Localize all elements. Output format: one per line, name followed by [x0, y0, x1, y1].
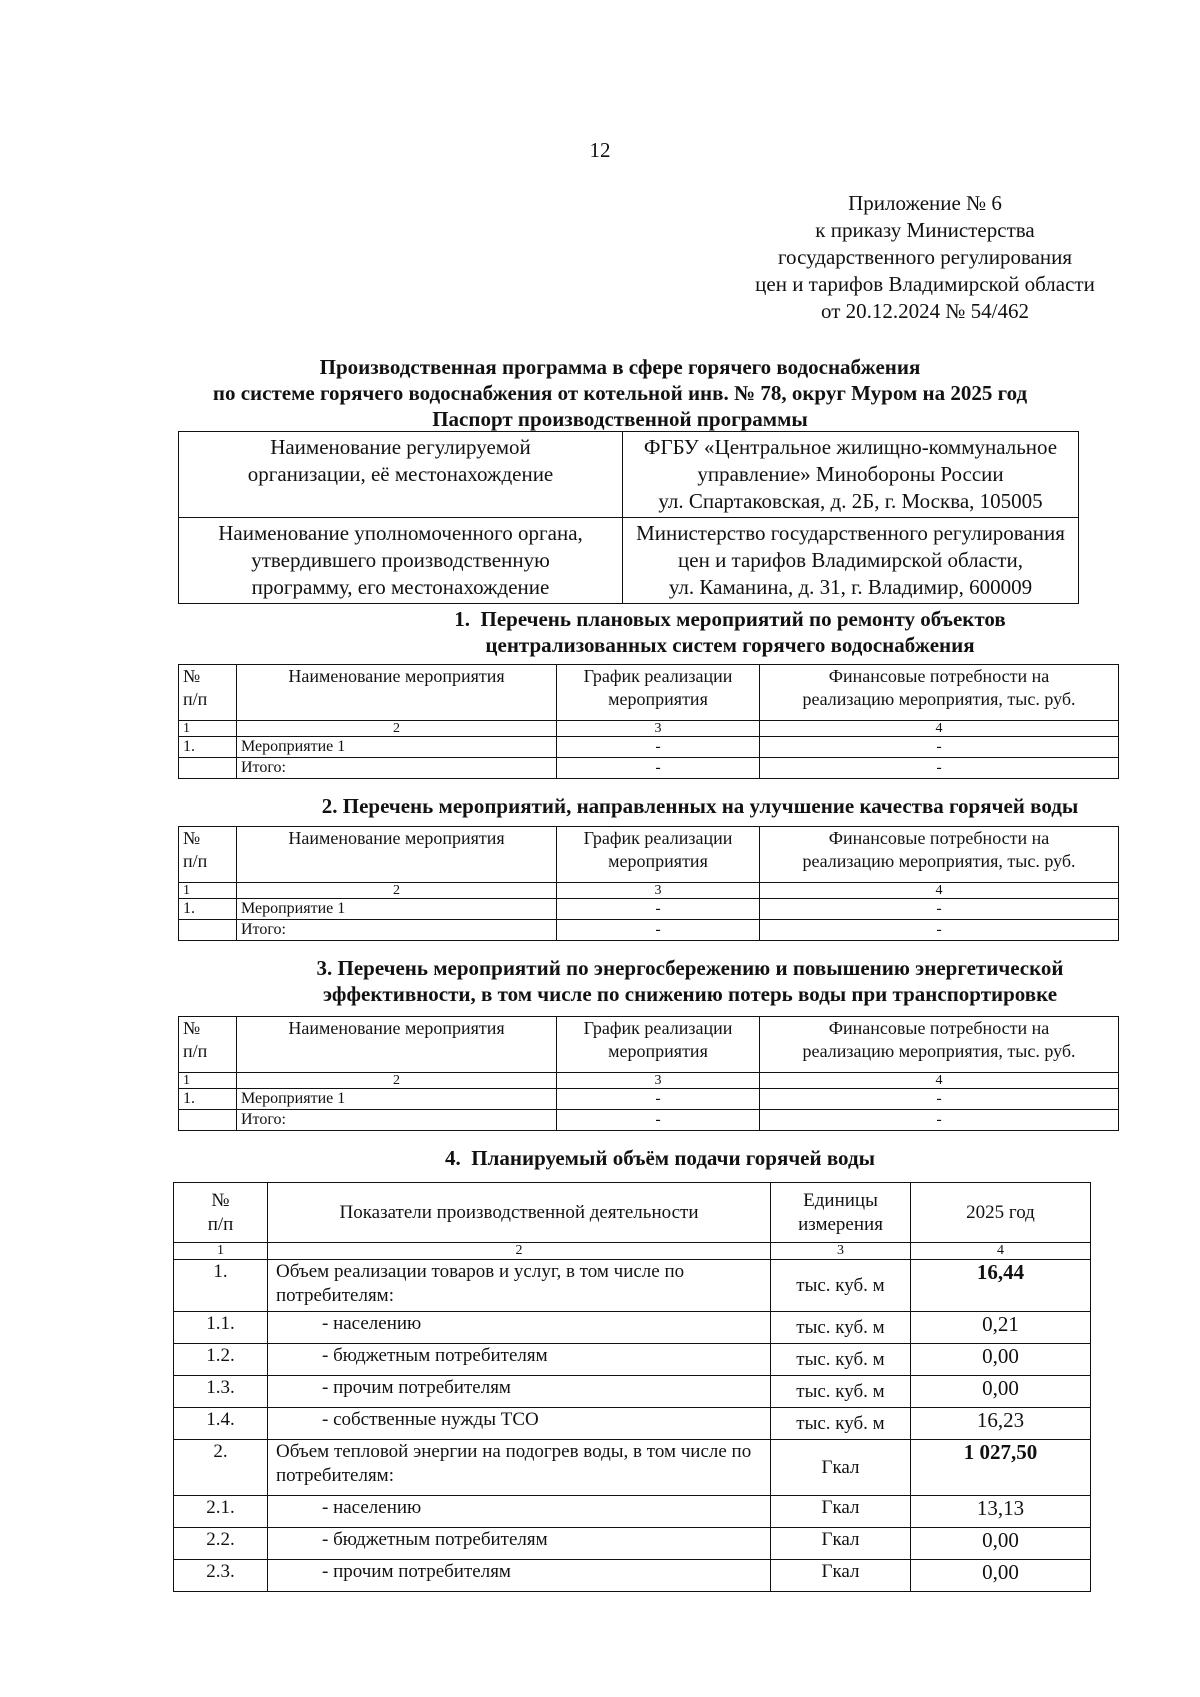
index-cell: 1 [179, 1073, 237, 1089]
row-num: 1.2. [174, 1344, 268, 1376]
header-num: № п/п [179, 827, 237, 883]
row-name: Итого: [237, 758, 557, 779]
row-name: Мероприятие 1 [237, 1089, 557, 1110]
table-row [174, 1440, 1091, 1496]
row-schedule: - [557, 758, 760, 779]
table-row [174, 1496, 1091, 1528]
header-indicator: Показатели производственной деятельности [268, 1183, 771, 1243]
section-title-line: эффективности, в том числе по снижению потерь воды при транспортировке [322, 982, 1058, 1006]
row-schedule: - [557, 899, 760, 920]
section-title-text: Перечень мероприятий, направленных на улучшение качества горячей воды [342, 794, 1079, 818]
table-row [174, 1344, 1091, 1376]
table-row [179, 899, 1119, 920]
row-value: 0,00 [911, 1560, 1091, 1592]
row-name: - прочим потребителям [268, 1560, 771, 1592]
row-name: - собственные нужды ТСО [268, 1408, 771, 1440]
row-value: 0,00 [911, 1376, 1091, 1408]
row-finance: - [760, 920, 1119, 941]
row-num: 2. [174, 1440, 268, 1496]
passport-text: Наименование регулируемой [270, 435, 531, 459]
header-schedule: График реализации мероприятия [557, 827, 760, 883]
row-finance: - [760, 758, 1119, 779]
row-num [179, 1110, 237, 1131]
section-3-title [230, 955, 1150, 1007]
header-row [179, 1017, 1119, 1073]
section-title-line [300, 606, 1160, 632]
row-num: 2.2. [174, 1528, 268, 1560]
passport-row [179, 518, 1079, 604]
table-row [179, 737, 1119, 758]
document-title [140, 354, 1100, 432]
appendix-line: государственного регулирования [777, 245, 1073, 269]
header-num: № п/п [179, 665, 237, 721]
section-1-table [178, 664, 1119, 779]
index-cell: 4 [760, 721, 1119, 737]
passport-text: ул. Спартаковская, д. 2Б, г. Москва, 105005 [658, 489, 1043, 513]
title-line: по системе горячего водоснабжения от котельной инв. № 78, округ Муром на 2025 год [212, 381, 1028, 405]
section-title-line [200, 793, 1200, 819]
row-name: - населению [268, 1496, 771, 1528]
row-schedule: - [557, 1110, 760, 1131]
page-number: 12 [589, 138, 611, 162]
section-title-text: Перечень мероприятий по энергосбережению и повышению энергетической [337, 956, 1064, 980]
row-name: - бюджетным потребителям [268, 1344, 771, 1376]
index-cell: 4 [760, 1073, 1119, 1089]
row-value: 13,13 [911, 1496, 1091, 1528]
volume-table [173, 1182, 1091, 1592]
index-cell: 3 [557, 883, 760, 899]
row-name: Мероприятие 1 [237, 899, 557, 920]
table-row [174, 1376, 1091, 1408]
section-4-title [300, 1145, 1020, 1171]
header-year: 2025 год [911, 1183, 1091, 1243]
row-num: 2.1. [174, 1496, 268, 1528]
table-row [174, 1312, 1091, 1344]
table-row-total [179, 758, 1119, 779]
table-row [174, 1560, 1091, 1592]
index-cell: 2 [268, 1243, 771, 1260]
row-num: 1. [179, 1089, 237, 1110]
index-cell: 3 [557, 721, 760, 737]
table-row [179, 1089, 1119, 1110]
row-num [179, 920, 237, 941]
passport-label [179, 518, 623, 604]
index-cell: 4 [911, 1243, 1091, 1260]
row-num: 1.1. [174, 1312, 268, 1344]
section-number: 2. [321, 794, 338, 818]
row-num: 2.3. [174, 1560, 268, 1592]
header-row [179, 665, 1119, 721]
table-row-total [179, 1110, 1119, 1131]
row-name: Объем реализации товаров и услуг, в том числе по потребителям: [268, 1260, 771, 1312]
appendix-line: Приложение № 6 [848, 191, 1002, 215]
row-unit: тыс. куб. м [771, 1408, 911, 1440]
index-cell: 1 [174, 1243, 268, 1260]
passport-text: Наименование уполномоченного органа, [218, 521, 583, 545]
row-name: - населению [268, 1312, 771, 1344]
table-row [174, 1260, 1091, 1312]
row-num [179, 758, 237, 779]
row-num: 1. [179, 899, 237, 920]
index-cell: 3 [771, 1243, 911, 1260]
row-name: Мероприятие 1 [237, 737, 557, 758]
row-unit: Гкал [771, 1560, 911, 1592]
header-name: Наименование мероприятия [237, 827, 557, 883]
row-value: 16,44 [911, 1260, 1091, 1312]
passport-row [179, 432, 1079, 518]
section-2-table [178, 826, 1119, 941]
row-schedule: - [557, 737, 760, 758]
section-title-text: Перечень плановых мероприятий по ремонту объектов [480, 607, 1006, 631]
passport-table [178, 431, 1079, 604]
row-finance: - [760, 1089, 1119, 1110]
index-cell: 4 [760, 883, 1119, 899]
header-name: Наименование мероприятия [237, 1017, 557, 1073]
appendix-line: от 20.12.2024 № 54/462 [820, 299, 1030, 323]
passport-text: ФГБУ «Центральное жилищно-коммунальное [643, 435, 1058, 459]
header-row [179, 827, 1119, 883]
table-row [174, 1528, 1091, 1560]
header-finance: Финансовые потребности на реализацию мероприятия, тыс. руб. [760, 827, 1119, 883]
row-value: 0,00 [911, 1344, 1091, 1376]
passport-text: ул. Каманина, д. 31, г. Владимир, 600009 [668, 575, 1033, 599]
index-cell: 2 [237, 883, 557, 899]
header-schedule: График реализации мероприятия [557, 1017, 760, 1073]
section-title-line [230, 955, 1150, 981]
row-unit: Гкал [771, 1528, 911, 1560]
row-num: 1. [179, 737, 237, 758]
appendix-block [700, 190, 1150, 325]
row-unit: тыс. куб. м [771, 1376, 911, 1408]
section-1-title [300, 606, 1160, 658]
row-name: Итого: [237, 1110, 557, 1131]
section-number: 1. [454, 607, 470, 631]
section-title-line: централизованных систем горячего водоснабжения [485, 633, 975, 657]
row-num: 1. [174, 1260, 268, 1312]
row-unit: тыс. куб. м [771, 1260, 911, 1312]
row-unit: Гкал [771, 1440, 911, 1496]
index-row [179, 721, 1119, 737]
index-cell: 2 [237, 721, 557, 737]
table-row-total [179, 920, 1119, 941]
section-2-title [200, 793, 1200, 819]
passport-text: управление» Минобороны России [697, 462, 1004, 486]
section-3-table [178, 1016, 1119, 1131]
row-value: 0,00 [911, 1528, 1091, 1560]
row-num: 1.3. [174, 1376, 268, 1408]
passport-text: программу, его местонахождение [251, 575, 550, 599]
header-num: № п/п [179, 1017, 237, 1073]
row-value: 0,21 [911, 1312, 1091, 1344]
header-finance: Финансовые потребности на реализацию мероприятия, тыс. руб. [760, 1017, 1119, 1073]
row-name: Итого: [237, 920, 557, 941]
row-value: 16,23 [911, 1408, 1091, 1440]
row-unit: тыс. куб. м [771, 1312, 911, 1344]
header-row [174, 1183, 1091, 1243]
header-schedule: График реализации мероприятия [557, 665, 760, 721]
row-value: 1 027,50 [911, 1440, 1091, 1496]
appendix-line: к приказу Министерства [815, 218, 1035, 242]
row-finance: - [760, 899, 1119, 920]
index-row [174, 1243, 1091, 1260]
row-schedule: - [557, 1089, 760, 1110]
passport-text: цен и тарифов Владимирской области, [678, 548, 1023, 572]
row-name: - прочим потребителям [268, 1376, 771, 1408]
header-finance: Финансовые потребности на реализацию мероприятия, тыс. руб. [760, 665, 1119, 721]
passport-text: организации, её местонахождение [247, 462, 554, 486]
row-name: Объем тепловой энергии на подогрев воды, в том числе по потребителям: [268, 1440, 771, 1496]
header-name: Наименование мероприятия [237, 665, 557, 721]
index-cell: 3 [557, 1073, 760, 1089]
passport-text: утвердившего производственную [251, 548, 550, 572]
passport-value [623, 518, 1079, 604]
row-unit: Гкал [771, 1496, 911, 1528]
passport-label [179, 432, 623, 518]
index-cell: 1 [179, 883, 237, 899]
section-number: 3. [316, 956, 333, 980]
passport-title: Паспорт производственной программы [432, 407, 808, 431]
row-finance: - [760, 1110, 1119, 1131]
passport-text: Министерство государственного регулирования [636, 521, 1065, 545]
appendix-line: цен и тарифов Владимирской области [755, 272, 1095, 296]
header-unit: Единицы измерения [771, 1183, 911, 1243]
row-unit: тыс. куб. м [771, 1344, 911, 1376]
title-line: Производственная программа в сфере горячего водоснабжения [319, 355, 921, 379]
index-cell: 1 [179, 721, 237, 737]
index-row [179, 1073, 1119, 1089]
index-cell: 2 [237, 1073, 557, 1089]
passport-value [623, 432, 1079, 518]
row-finance: - [760, 737, 1119, 758]
index-row [179, 883, 1119, 899]
row-name: - бюджетным потребителям [268, 1528, 771, 1560]
header-num: № п/п [174, 1183, 268, 1243]
table-row [174, 1408, 1091, 1440]
row-schedule: - [557, 920, 760, 941]
row-num: 1.4. [174, 1408, 268, 1440]
section-title-line: 4. Планируемый объём подачи горячей воды [445, 1146, 875, 1170]
